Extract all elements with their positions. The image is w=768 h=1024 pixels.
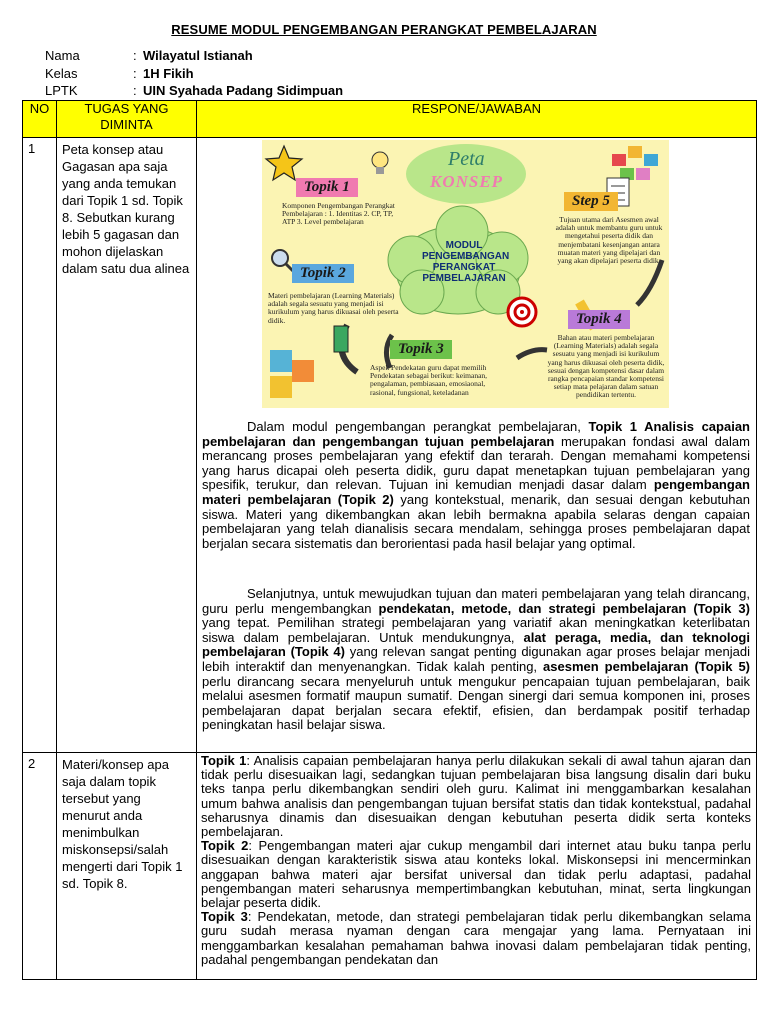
paragraph-text (201, 754, 751, 839)
text-run: Selanjutnya, untuk mewujudkan tujuan dan materi pembelajaran yang telah dirancang, guru perlu mengembangkan (202, 586, 750, 616)
poster-topik-4-text: Bahan atau materi pembelajaran (Learning Materials) adalah segala sesuatu yang menjadi isi kurikulum yang harus dikuasai oleh peserta didik, sesuai dengan kompetensi dasar dalam rangka pencapaian standar kompetensi setiap mata pelajaran dalam satuan pendidikan tertentu. (547, 333, 665, 400)
text-run: : Pendekatan, metode, dan strategi pembelajaran tidak perlu dikembangkan selama guru sudah merasa nyaman dengan cara mengajar yang lama. Pernyataan ini menggambarkan kesalahan pemahaman bahwa inovasi dalam pembelajaran tidak penting, padahal pengembangan pendekatan dan (201, 909, 751, 967)
document-title: RESUME MODUL PENGEMBANGAN PERANGKAT PEMBELAJARAN (171, 22, 597, 37)
text-run: merupakan fondasi awal dalam merancang proses pembelajaran yang efektif dan terarah. Dengan memahami kompetensi yang harus dicapai oleh peserta didik, guru dapat menetapkan tujuan pembelajaran yang spesifik, terukur, dan relevan. Tujuan ini kemudian menjadi dasar dalam (202, 433, 750, 493)
info-value: Wilayatul Istianah (143, 48, 253, 63)
info-value: 1H Fikih (143, 65, 194, 81)
row-number: 1 (23, 138, 57, 753)
task-text: Peta konsep atau Gagasan apa saja yang anda temukan dari Topik 1 sd. Topik 8. Sebutkan kurang lebih 5 gagasan dan mohon dijelaskan dalam satu dua alinea (57, 138, 197, 753)
bold-text-run: Topik 2 (201, 838, 249, 854)
resume-table (22, 100, 757, 980)
text-run: yang kontekstual, menarik, dan sesuai dengan kebutuhan siswa. Materi yang dikembangkan akan lebih bermakna apabila selaras dengan capaian pembelajaran yang telah dianalisis secara mendalam, sehingga proses pembelajaran dapat berjalan secara sistematis dan berorientasi pada hasil belajar yang optimal. (202, 491, 750, 551)
bold-text-run: asesmen pembelajaran (Topik 5) (543, 658, 751, 674)
text-run: : Analisis capaian pembelajaran hanya perlu dilakukan sekali di awal tahun ajaran dan tidak perlu disesuaikan lagi, sedangkan tujuan pembelajaran bisa langsung disalin dari buku teks tanpa perlu dikembangkan sendiri oleh guru. Kalimat ini menggambarkan kesalahan umum bahwa analisis dan pengembangan tujuan bersifat statis dan tidak kontekstual, padahal seharusnya dinamis dan disesuaikan dengan kebutuhan peserta didik serta konteks pembelajaran. (201, 753, 751, 840)
poster-topik-1: Topik 1 (296, 178, 358, 197)
bold-text-run: alat peraga, media, dan teknologi pembelajaran (Topik 4) (202, 629, 750, 660)
student-info (45, 48, 343, 101)
poster-title-peta: Peta (448, 148, 485, 170)
row-number: 2 (23, 753, 57, 980)
poster-topik-2: Topik 2 (292, 264, 354, 283)
text-run: Dalam modul pengembangan perangkat pembelajaran, (247, 419, 589, 434)
bold-text-run: pengembangan materi pembelajaran (Topik 2) (202, 477, 750, 507)
paragraph-text (202, 420, 750, 551)
info-label: LPTK (45, 83, 78, 98)
paragraph-text (201, 839, 751, 910)
table-row (23, 753, 757, 980)
table-row (23, 138, 757, 753)
response-paragraph-1 (202, 420, 750, 551)
task-text: Materi/konsep apa saja dalam topik tersebut yang menurut anda menimbulkan miskonsepsi/salah mengerti dari Topik 1 sd. Topik 8. (57, 753, 197, 980)
poster-topik-3-text: Aspek Pendekatan guru dapat memilih Pendekatan sebagai berikut: keimanan, pengalaman, pembiasaan, emosiaonal, rasional, fungsional, keteladanan (370, 363, 488, 397)
misconception-text (201, 754, 751, 967)
star-icon (266, 146, 302, 180)
header-response: RESPONE/JAWABAN (197, 101, 757, 138)
concept-map-image (262, 140, 669, 408)
paragraph-text (201, 910, 751, 967)
text-run: yang relevan sangat penting digunakan agar proses belajar menjadi lebih interaktif dan menyenangkan. Tidak kalah penting, (202, 644, 750, 674)
bold-text-run: Topik 1 (201, 753, 247, 768)
poster-topik-3: Topik 3 (390, 340, 452, 359)
info-label: Kelas (45, 65, 78, 81)
info-row-kelas: Kelas : 1H Fikih (45, 66, 343, 84)
header-no: NO (23, 101, 57, 138)
response-cell (197, 753, 757, 980)
paragraph-text (202, 587, 750, 733)
info-label: Nama (45, 48, 80, 63)
poster-topik-1-text: Komponen Pengembangan Perangkat Pembelajaran : 1. Identitas 2. CP, TP, ATP 3. Level pembelajaran (282, 201, 395, 227)
response-cell (197, 138, 757, 753)
bold-text-run: Topik 3 (201, 909, 248, 925)
poster-center-label: MODUL PENGEMBANGAN PERANGKAT PEMBELAJARAN (422, 240, 510, 284)
text-run: perlu dirancang secara menyeluruh untuk mengukur pencapaian tujuan pembelajaran, baik melalui asesmen formatif maupun sumatif. Dengan sinergi dari semua komponen ini, proses pembelajaran dapat berjalan secara efektif, efisien, dan berdampak positif terhadap peningkatan hasil belajar siswa. (202, 673, 750, 733)
info-row-nama: Nama : Wilayatul Istianah (45, 48, 343, 66)
text-run: yang tepat. Pemilihan strategi pembelajaran yang variatif akan meningkatkan keterlibatan siswa dalam pembelajaran. Untuk mendukungnya, (202, 615, 750, 645)
poster-step-5: Step 5 (564, 192, 618, 211)
response-paragraph-2 (202, 587, 750, 733)
header-task: TUGAS YANG DIMINTA (57, 101, 197, 138)
poster-title-konsep: KONSEP (430, 172, 504, 191)
poster-step-5-text: Tujuan utama dari Asesmen awal adalah untuk membantu guru untuk mengetahui peserta didik dan menjembatani kesenjangan antara muatan materi yang dipelajari dan yang akan dipelajari peserta didik. (555, 215, 663, 266)
poster-topik-4: Topik 4 (568, 310, 630, 329)
text-run: : Pengembangan materi ajar cukup mengambil dari internet atau buku tanpa perlu disesuaikan dengan karakteristik siswa atau konteks lokal. Miskonsepsi ini mencerminkan anggapan bahwa materi ajar bersifat universal dan tidak perlu adaptasi, padahal pengembangan materi seharusnya mempertimbangkan kebutuhan, minat, serta lingkungan belajar peserta didik. (201, 838, 751, 911)
info-row-lptk: LPTK : UIN Syahada Padang Sidimpuan (45, 83, 343, 101)
poster-topik-2-text: Materi pembelajaran (Learning Materials) adalah segala sesuatu yang menjadi isi kurikulum yang harus dikuasai oleh peserta didik. (268, 291, 399, 325)
bold-text-run: pendekatan, metode, dan strategi pembelajaran (Topik 3) (378, 600, 750, 616)
table-header-row (23, 101, 757, 138)
info-value: UIN Syahada Padang Sidimpuan (143, 83, 344, 98)
bold-text-run: Topik 1 Analisis capaian pembelajaran dan pengembangan tujuan pembelajaran (202, 419, 750, 449)
